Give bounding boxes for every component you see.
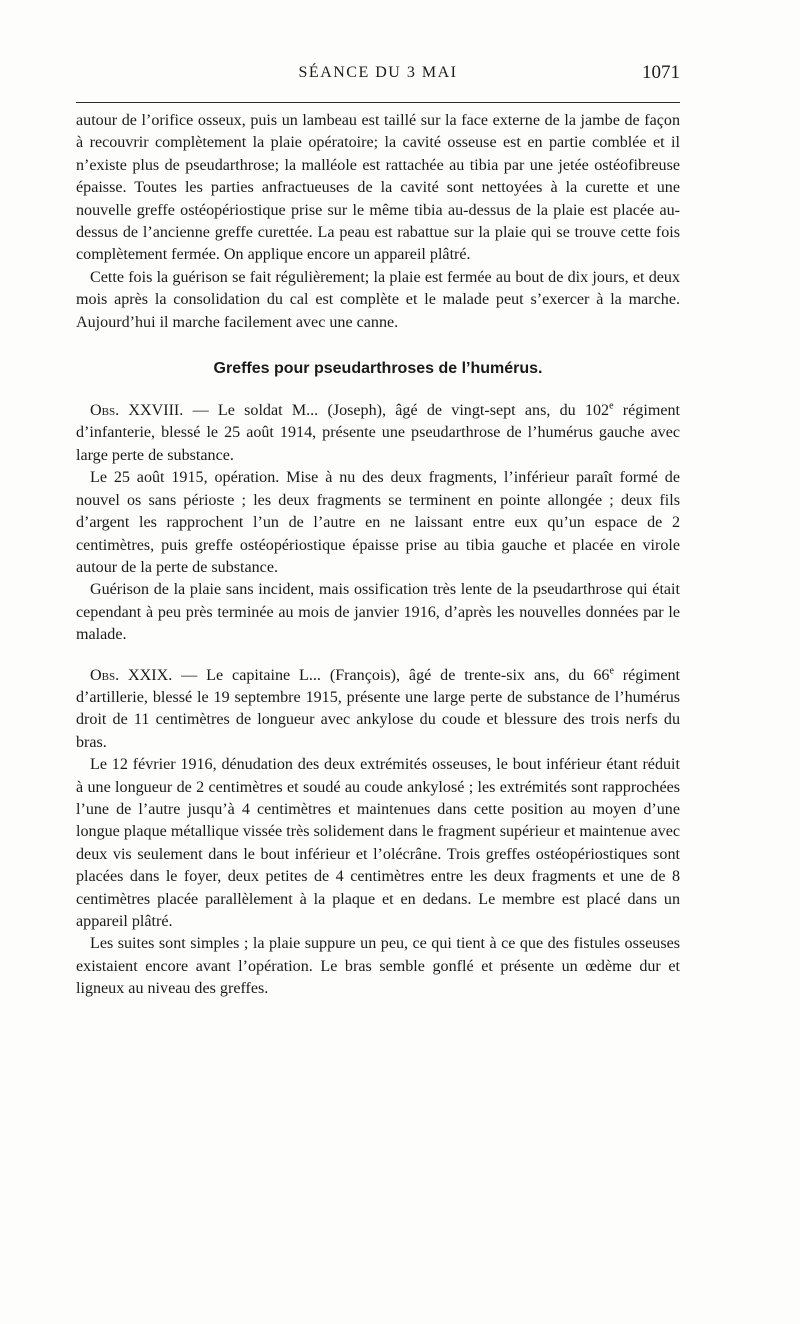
running-header: [76, 62, 680, 88]
spacer: [76, 334, 680, 360]
obs-28-superscript: e: [609, 400, 614, 412]
obs-28-text-b: régiment d’infanterie, blessé le 25 août 1914, présente une pseudarthrose de l’humérus gauche avec large perte de substance.: [76, 402, 680, 464]
page-number: 1071: [642, 62, 680, 83]
paragraph-continuation: autour de l’orifice osseux, puis un lambeau est taillé sur la face externe de la jambe de façon à recouvrir complètement la plaie opératoire; la cavité osseuse est en partie comblée et il n’existe plus de pseudarthrose; la malléole est rattachée au tibia par une jetée ostéofibreuse épaisse. Toutes les parties anfractueuses de la cavité sont nettoyées à la curette et une nouvelle greffe ostéopériostique prise sur le même tibia au-dessus de la plaie est placée au-dessus de l’ancienne greffe curettée. La peau est rabattue sur la plaie qui se trouve cette fois complètement fermée. On applique encore un appareil plâtré.: [76, 112, 680, 264]
paragraph-healing: Cette fois la guérison se fait régulièrement; la plaie est fermée au bout de dix jours, et deux mois après la consolidation du cal est complète et le malade peut s’exercer à la marche. Aujourd’hui il marche facilement avec une canne.: [76, 268, 680, 331]
paragraph-operation-28: Le 25 août 1915, opération. Mise à nu des deux fragments, l’inférieur paraît formé de nouvel os sans périoste ; les deux fragments se terminent en pointe allongée ; deux fils d’argent les rapprochent l’un de l’autre en ne laissant entre eux qu’un espace de 2 centimètres, puis greffe ostéopériostique épaisse prise au tibia gauche et placée en virole autour de la perte de substance.: [76, 469, 680, 576]
paragraph-outcome-29: Les suites sont simples ; la plaie suppure un peu, ce qui tient à ce que des fistules osseuses existaient encore avant l’opération. Le bras semble gonflé et présente un œdème dur et ligneux au niveau des greffes.: [76, 935, 680, 998]
obs-28-label: Obs. XXVIII.: [90, 402, 184, 420]
paragraph-obs-29: [76, 665, 680, 755]
paragraph-outcome-28: Guérison de la plaie sans incident, mais ossification très lente de la pseudarthrose qui était cependant à peu près terminée au mois de janvier 1916, d’après les nouvelles données par le malade.: [76, 581, 680, 644]
paragraph-operation-29: Le 12 février 1916, dénudation des deux extrémités osseuses, le bout inférieur étant réduit à une longueur de 2 centimètres et soudé au coude ankylosé ; les extrémités sont rapprochées l’une de l’autre jusqu’à 4 centimètres et maintenues dans cette position au moyen d’une longue plaque métallique vissée très solidement dans le fragment supérieur et maintenue avec deux vis seulement dans le bout inférieur et l’olécrâne. Trois greffes ostéopériostiques sont placées dans le foyer, deux petites de 4 centimètres entre les deux fragments et une de 8 centimètres placée parallèlement à la plaque et en dedans. Le membre est placé dans un appareil plâtré.: [76, 756, 680, 930]
body-text: [76, 110, 680, 1001]
obs-29-text-b: régiment d’artillerie, blessé le 19 septembre 1915, présente une large perte de substance de l’humérus droit de 11 centimètres de longueur avec ankylose du coude et blessure des trois nerfs du bras.: [76, 666, 680, 751]
spacer: [76, 647, 680, 665]
obs-29-text-a: — Le capitaine L... (François), âgé de trente-six ans, du 66: [172, 666, 610, 684]
paragraph-obs-28: [76, 400, 680, 467]
obs-29-superscript: e: [609, 665, 614, 677]
obs-28-text-a: — Le soldat M... (Joseph), âgé de vingt-sept ans, du 102: [183, 402, 610, 420]
section-heading: Greffes pour pseudarthroses de l’humérus.: [213, 360, 543, 378]
spacer: [76, 378, 680, 400]
header-rule: [76, 102, 680, 103]
obs-29-label: Obs. XXIX.: [90, 666, 173, 684]
header-title: SÉANCE DU 3 MAI: [298, 64, 458, 81]
